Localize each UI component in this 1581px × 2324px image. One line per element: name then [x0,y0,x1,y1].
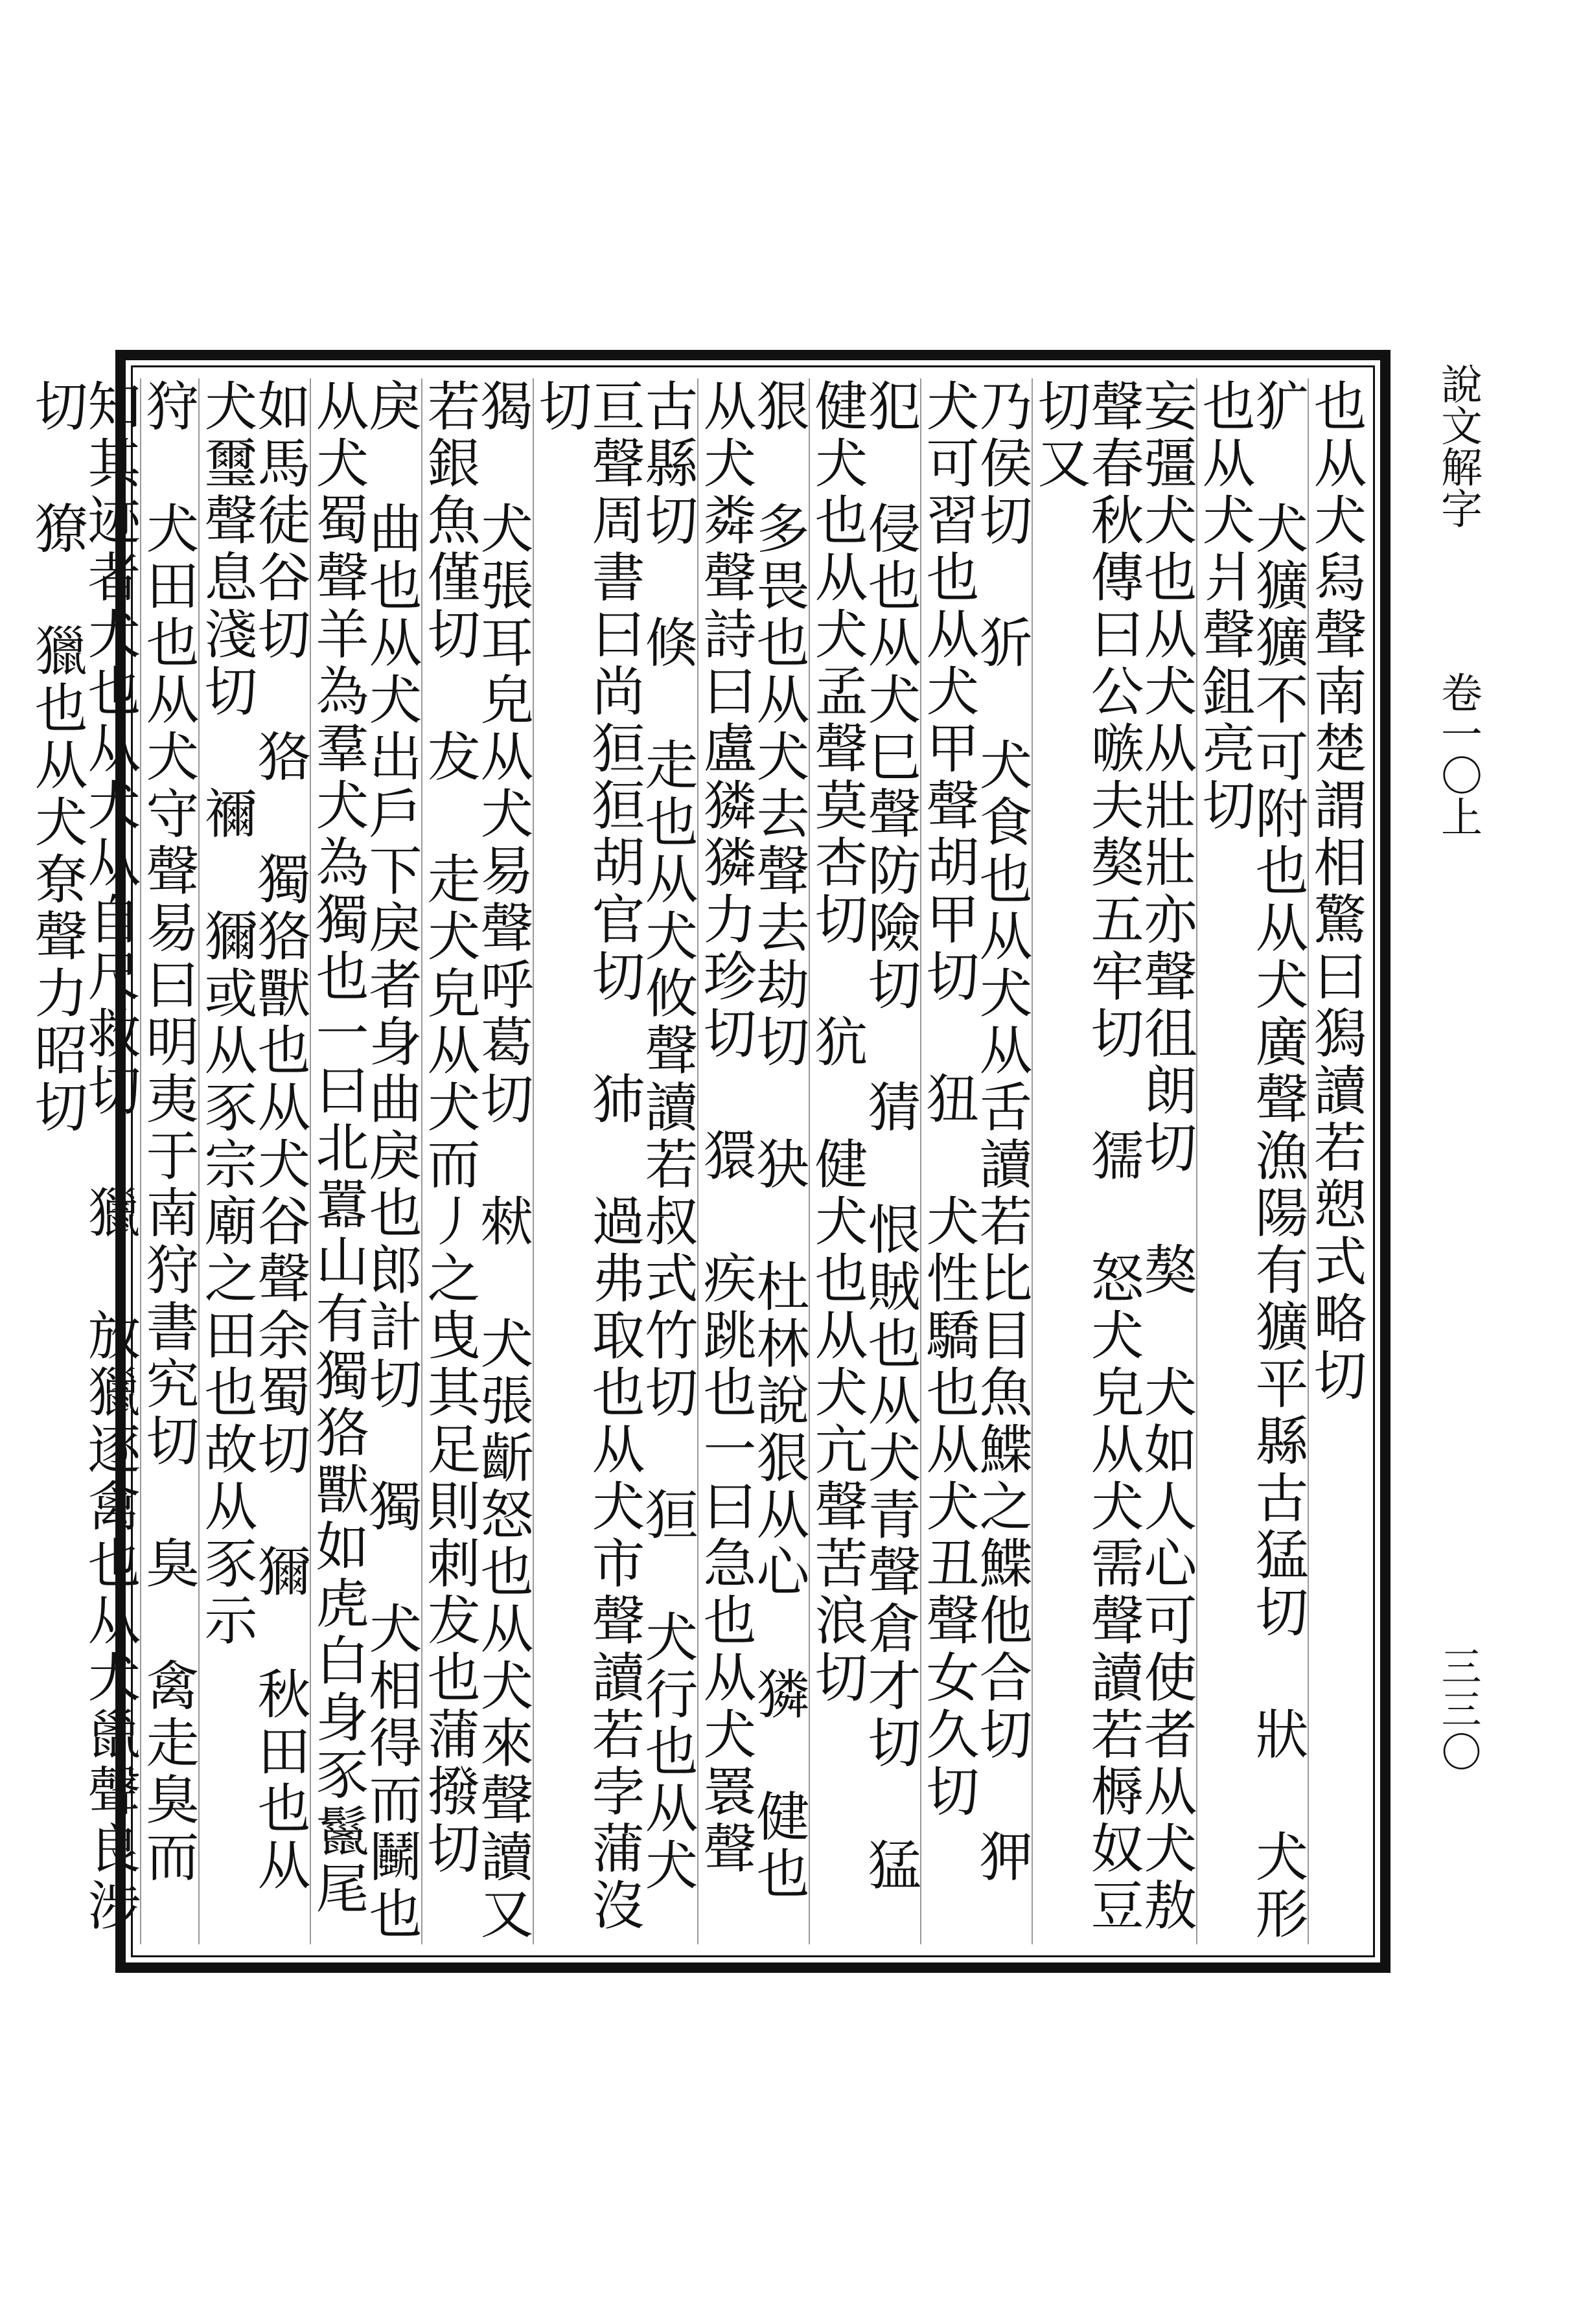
text-column-9: 戾 曲也从犬出戶下戾者身曲戾也郎計切 獨 犬相得而鬭也从犬蜀聲羊為羣犬為獨也一曰北囂山有獨狢獸如虎白身豕鬣尾 [307,378,422,1943]
text-column-6: 狠 多畏也从犬去聲去劫切 㹟 杜林說狠从心 獜 健也从犬粦聲詩曰盧獜獜力珍切 獧 疾跳也一曰急也从犬瞏聲 [697,378,805,1944]
text-column-7: 古縣切 倏 走也从犬攸聲讀若叔式竹切 狟 犬行也从犬亘聲周書曰尚狟狟胡官切 犻 過弗取也从犬市聲讀若孛蒲沒切 [533,378,693,1944]
text-column-3: 妄彊犬也从犬从壯壯亦聲徂朗切 獒 犬如人心可使者从犬敖聲春秋傳曰公嗾夫獒五牢切 獳 怒犬皃从犬需聲讀若槈奴豆切又 [1032,378,1192,1944]
text-column-2: 犷 犬獷獷不可附也从犬廣聲漁陽有獷平縣古猛切 狀 犬形也从犬爿聲鉏亮切 [1194,378,1308,1943]
text-column-4: 乃侯切 㹞 犬食也从犬从舌讀若比目魚鰈之鰈他合切 狎 犬可習也从犬甲聲胡甲切 狃 犬性驕也从犬丑聲女久切 [920,378,1028,1944]
text-frame [26,350,1391,1973]
text-columns [26,378,1367,1944]
volume-label: 卷一〇上 [1434,671,1482,837]
text-column-8: 猲 犬張耳皃从犬易聲呼葛切 猌 犬張齗怒也从犬來聲讀又若銀魚僅切 犮 走犬皃从犬而丿之曳其足則刺犮也蒲撥切 [419,378,533,1943]
page-number: 三三〇 [1435,1646,1482,1774]
text-column-1: 也从犬舄聲南楚謂相驚曰獡讀若愬式略切 [1308,378,1362,1944]
book-title: 說文解字 [1434,363,1482,529]
text-column-11: 狩 犬田也从犬守聲易曰明夷于南狩書究切 臭 禽走臭而 [140,378,194,1944]
text-column-10: 如馬徒谷切 狢 獨狢獸也从犬谷聲余蜀切 獮 秋田也从犬璽聲息淺切 禰 獮或从豕宗廟之田也故从豕示 [198,378,306,1944]
text-column-5: 犯 侵也从犬巳聲防險切 猜 恨賊也从犬青聲倉才切 猛 健犬也从犬孟聲莫杏切 犺 健犬也从犬亢聲苦浪切 [809,378,916,1944]
running-head [1432,363,1484,837]
text-column-12: 知其迹者犬也从犬从自尺救切 獵 放獵逐禽也从犬巤聲良涉切 獠 獵也从犬尞聲力昭切 [26,378,141,1935]
